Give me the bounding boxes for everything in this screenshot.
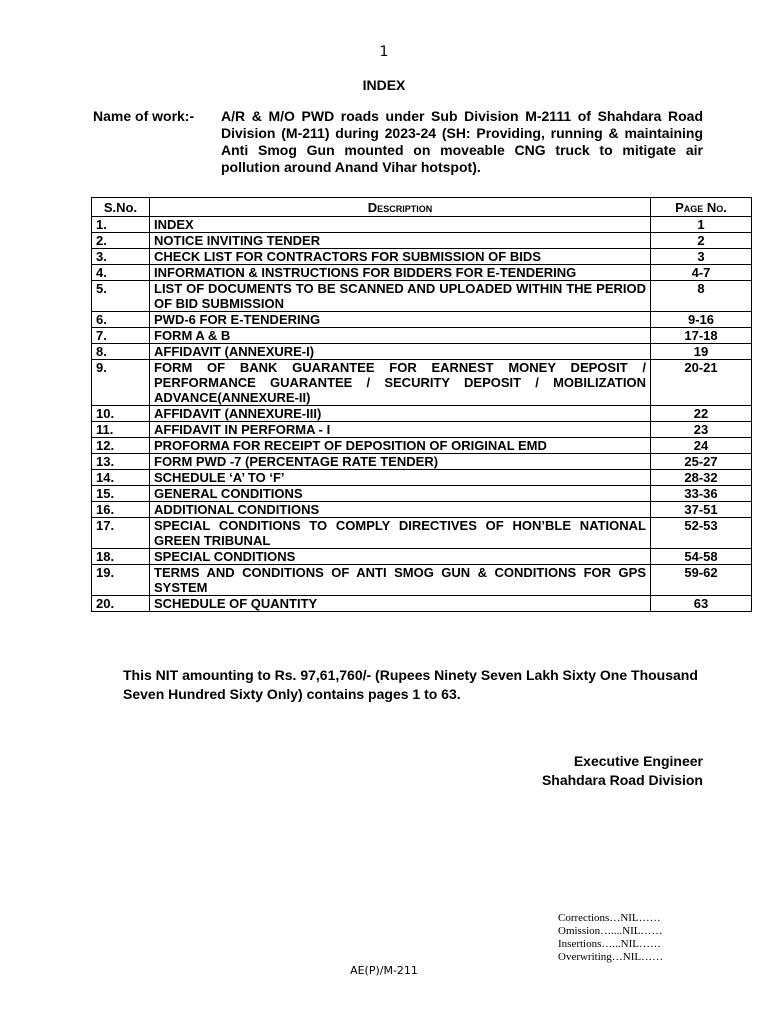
row-sno: 12. bbox=[92, 438, 150, 454]
row-description: PROFORMA FOR RECEIPT OF DEPOSITION OF ORIGINAL EMD bbox=[150, 438, 651, 454]
table-row bbox=[92, 360, 752, 406]
row-sno: 15. bbox=[92, 486, 150, 502]
row-page-no: 25-27 bbox=[651, 454, 752, 470]
table-row bbox=[92, 422, 752, 438]
row-description: FORM A & B bbox=[150, 328, 651, 344]
row-page-no: 2 bbox=[651, 233, 752, 249]
row-page-no: 33-36 bbox=[651, 486, 752, 502]
row-sno: 8. bbox=[92, 344, 150, 360]
row-page-no: 17-18 bbox=[651, 328, 752, 344]
header-description: Description bbox=[150, 198, 651, 217]
row-description: FORM OF BANK GUARANTEE FOR EARNEST MONEY DEPOSIT / PERFORMANCE GUARANTEE / SECURITY DEPOSIT / MOBILIZATION ADVANCE(ANNEXURE-II) bbox=[150, 360, 651, 406]
table-row bbox=[92, 233, 752, 249]
row-page-no: 37-51 bbox=[651, 502, 752, 518]
table-row bbox=[92, 265, 752, 281]
table-row bbox=[92, 565, 752, 596]
row-sno: 3. bbox=[92, 249, 150, 265]
row-description: AFFIDAVIT IN PERFORMA - I bbox=[150, 422, 651, 438]
document-reference: AE(P)/M-211 bbox=[350, 964, 418, 977]
header-page-no: Page No. bbox=[651, 198, 752, 217]
table-row bbox=[92, 502, 752, 518]
row-description: AFFIDAVIT (ANNEXURE-III) bbox=[150, 406, 651, 422]
signature-block bbox=[542, 752, 703, 790]
table-row bbox=[92, 312, 752, 328]
row-page-no: 19 bbox=[651, 344, 752, 360]
mark-corrections: Corrections…NIL…… bbox=[558, 912, 661, 924]
table-row bbox=[92, 596, 752, 612]
row-description: ADDITIONAL CONDITIONS bbox=[150, 502, 651, 518]
row-sno: 11. bbox=[92, 422, 150, 438]
row-description: SCHEDULE ‘A’ TO ‘F’ bbox=[150, 470, 651, 486]
row-description: FORM PWD -7 (PERCENTAGE RATE TENDER) bbox=[150, 454, 651, 470]
table-row bbox=[92, 217, 752, 233]
page-number: 1 bbox=[379, 44, 389, 60]
row-page-no: 8 bbox=[651, 281, 752, 312]
index-title: INDEX bbox=[362, 77, 406, 93]
name-of-work bbox=[93, 108, 703, 176]
row-sno: 14. bbox=[92, 470, 150, 486]
table-row bbox=[92, 438, 752, 454]
row-page-no: 28-32 bbox=[651, 470, 752, 486]
row-sno: 1. bbox=[92, 217, 150, 233]
row-sno: 17. bbox=[92, 518, 150, 549]
work-description: A/R & M/O PWD roads under Sub Division M-2111 of Shahdara Road Division (M-211) during 2023-24 (SH: Providing, running & maintaining Anti Smog Gun mounted on moveable CNG truck to mitigate air pollution around Anand Vihar hotspot). bbox=[221, 108, 703, 175]
row-page-no: 3 bbox=[651, 249, 752, 265]
row-page-no: 20-21 bbox=[651, 360, 752, 406]
nit-amount-text bbox=[93, 666, 713, 704]
mark-overwriting: Overwriting…NIL…… bbox=[558, 951, 664, 963]
header-sno: S.No. bbox=[92, 198, 150, 217]
row-page-no: 9-16 bbox=[651, 312, 752, 328]
row-page-no: 23 bbox=[651, 422, 752, 438]
row-description: TERMS AND CONDITIONS OF ANTI SMOG GUN & CONDITIONS FOR GPS SYSTEM bbox=[150, 565, 651, 596]
table-row bbox=[92, 518, 752, 549]
row-description: INDEX bbox=[150, 217, 651, 233]
signatory-office: Shahdara Road Division bbox=[541, 772, 703, 788]
row-page-no: 22 bbox=[651, 406, 752, 422]
table-row bbox=[92, 454, 752, 470]
row-sno: 5. bbox=[92, 281, 150, 312]
row-sno: 18. bbox=[92, 549, 150, 565]
row-sno: 7. bbox=[92, 328, 150, 344]
row-page-no: 54-58 bbox=[651, 549, 752, 565]
signatory-designation: Executive Engineer bbox=[573, 753, 703, 769]
row-sno: 13. bbox=[92, 454, 150, 470]
row-sno: 10. bbox=[92, 406, 150, 422]
row-sno: 4. bbox=[92, 265, 150, 281]
row-description: CHECK LIST FOR CONTRACTORS FOR SUBMISSION OF BIDS bbox=[150, 249, 651, 265]
corrections-stamp bbox=[558, 912, 663, 964]
table-row bbox=[92, 470, 752, 486]
row-description: AFFIDAVIT (ANNEXURE-I) bbox=[150, 344, 651, 360]
row-sno: 6. bbox=[92, 312, 150, 328]
work-label: Name of work:- bbox=[93, 108, 195, 124]
row-description: GENERAL CONDITIONS bbox=[150, 486, 651, 502]
table-row bbox=[92, 249, 752, 265]
row-description: SPECIAL CONDITIONS bbox=[150, 549, 651, 565]
row-page-no: 4-7 bbox=[651, 265, 752, 281]
mark-insertions: Insertions…...NIL…… bbox=[558, 938, 661, 950]
row-page-no: 24 bbox=[651, 438, 752, 454]
mark-omission: Omission…....NIL…… bbox=[558, 925, 663, 937]
row-sno: 20. bbox=[92, 596, 150, 612]
row-description: PWD-6 FOR E-TENDERING bbox=[150, 312, 651, 328]
row-page-no: 52-53 bbox=[651, 518, 752, 549]
row-description: SPECIAL CONDITIONS TO COMPLY DIRECTIVES OF HON’BLE NATIONAL GREEN TRIBUNAL bbox=[150, 518, 651, 549]
row-description: SCHEDULE OF QUANTITY bbox=[150, 596, 651, 612]
row-page-no: 63 bbox=[651, 596, 752, 612]
row-sno: 2. bbox=[92, 233, 150, 249]
index-table bbox=[91, 197, 752, 612]
table-header-row bbox=[92, 198, 752, 217]
row-description: NOTICE INVITING TENDER bbox=[150, 233, 651, 249]
row-description: LIST OF DOCUMENTS TO BE SCANNED AND UPLOADED WITHIN THE PERIOD OF BID SUBMISSION bbox=[150, 281, 651, 312]
row-sno: 16. bbox=[92, 502, 150, 518]
row-sno: 19. bbox=[92, 565, 150, 596]
table-row bbox=[92, 486, 752, 502]
row-page-no: 1 bbox=[651, 217, 752, 233]
table-row bbox=[92, 549, 752, 565]
row-description: INFORMATION & INSTRUCTIONS FOR BIDDERS FOR E-TENDERING bbox=[150, 265, 651, 281]
table-row bbox=[92, 406, 752, 422]
table-row bbox=[92, 344, 752, 360]
row-page-no: 59-62 bbox=[651, 565, 752, 596]
nit-amount-paragraph: This NIT amounting to Rs. 97,61,760/- (Rupees Ninety Seven Lakh Sixty One Thousand Seven Hundred Sixty Only) contains pages 1 to 63. bbox=[123, 667, 698, 702]
table-row bbox=[92, 281, 752, 312]
row-sno: 9. bbox=[92, 360, 150, 406]
table-row bbox=[92, 328, 752, 344]
